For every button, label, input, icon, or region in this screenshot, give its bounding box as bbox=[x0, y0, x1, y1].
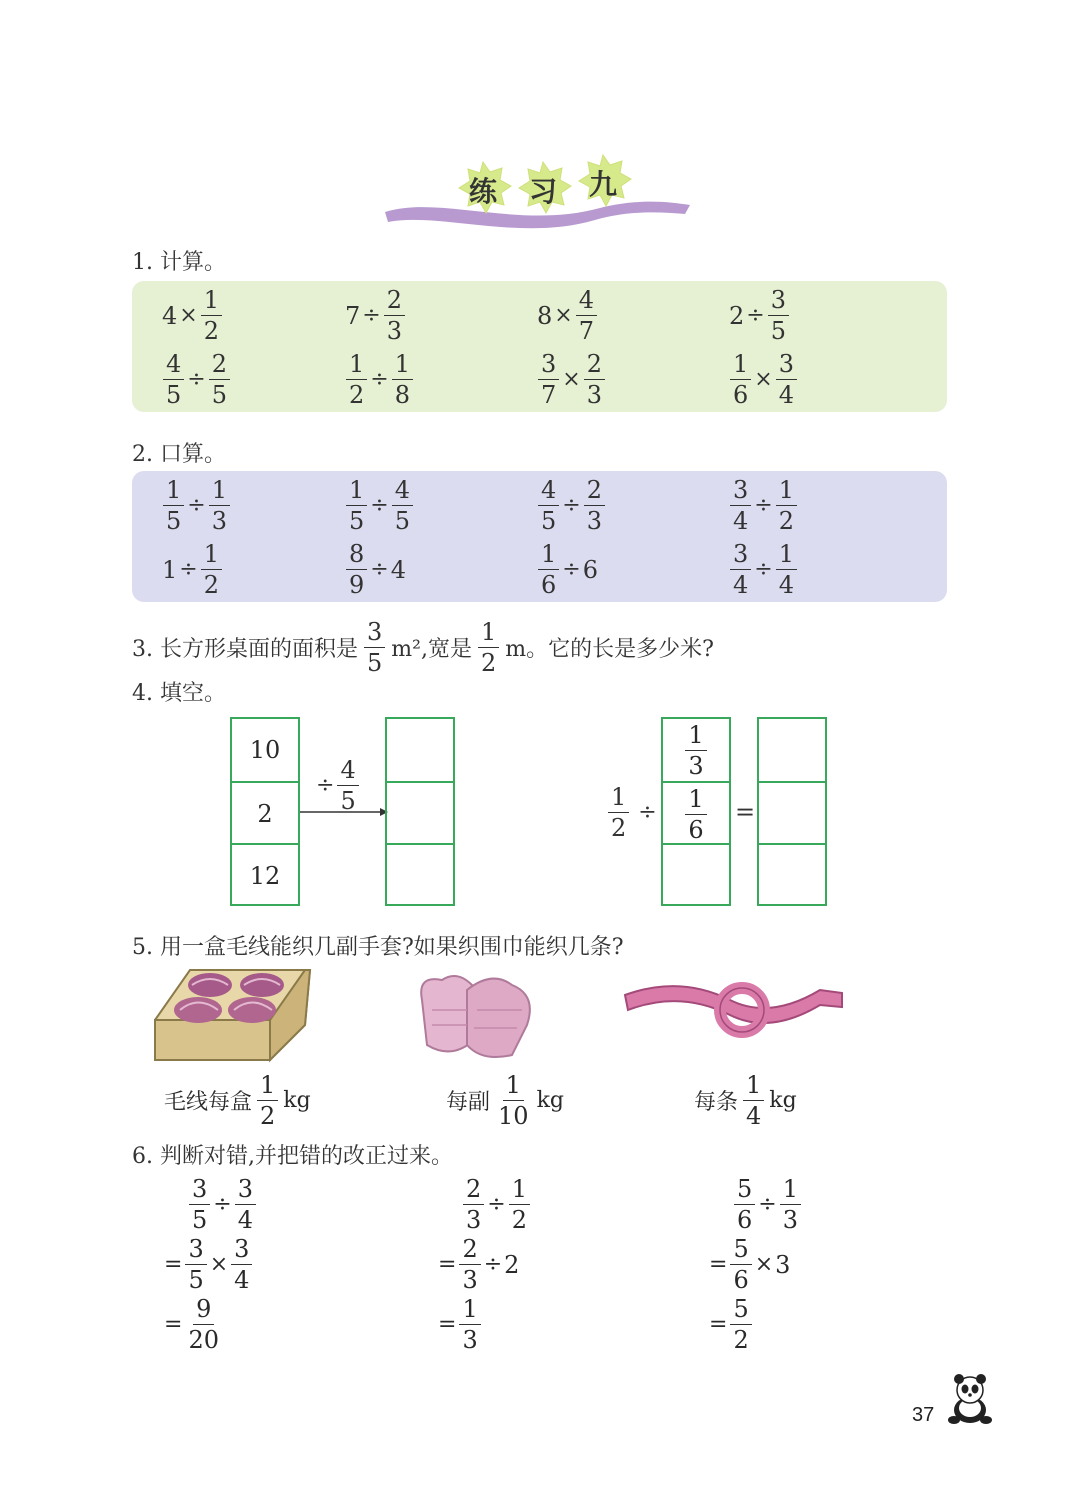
fraction bbox=[346, 478, 367, 533]
numerator: 1 bbox=[685, 787, 706, 815]
yarn-box-illustration bbox=[150, 965, 315, 1065]
q3-text-1: 3. 长方形桌面的面积是 bbox=[132, 637, 358, 662]
fraction bbox=[685, 784, 706, 844]
operator: ÷ bbox=[187, 493, 206, 518]
q1-expr-5 bbox=[162, 352, 231, 407]
operator: ÷ bbox=[316, 773, 335, 798]
q1-expr-1 bbox=[162, 288, 223, 343]
answer-cell[interactable] bbox=[387, 781, 453, 845]
fraction bbox=[189, 1177, 210, 1232]
width-fraction bbox=[478, 620, 499, 675]
denominator: 4 bbox=[746, 1102, 762, 1130]
operator: ÷ bbox=[483, 1252, 503, 1277]
fraction bbox=[730, 1237, 751, 1292]
denominator: 5 bbox=[349, 507, 365, 535]
equals-sign: = bbox=[438, 1312, 457, 1337]
answer-cell[interactable] bbox=[387, 843, 453, 906]
denominator: 2 bbox=[203, 571, 219, 599]
numerator: 1 bbox=[201, 288, 222, 316]
operator: ÷ bbox=[758, 1192, 777, 1217]
q1-expr-6 bbox=[345, 352, 414, 407]
denominator: 2 bbox=[203, 317, 219, 345]
q2-expr-5 bbox=[162, 542, 223, 597]
fraction bbox=[185, 1237, 206, 1292]
numerator: 1 bbox=[163, 478, 184, 506]
operand: 2 bbox=[504, 1250, 520, 1279]
operator: ÷ bbox=[754, 557, 773, 582]
numerator: 2 bbox=[584, 478, 605, 506]
fraction bbox=[392, 352, 413, 407]
fraction bbox=[776, 352, 797, 407]
numerator: 5 bbox=[730, 1237, 751, 1265]
input-cell: 10 bbox=[249, 736, 281, 764]
fraction bbox=[209, 478, 230, 533]
denominator: 4 bbox=[234, 1266, 250, 1294]
operand: 2 bbox=[729, 301, 745, 330]
operator: × bbox=[209, 1252, 229, 1277]
operator: ÷ bbox=[179, 557, 198, 582]
numerator: 1 bbox=[743, 1073, 764, 1101]
numerator: 3 bbox=[730, 478, 751, 506]
answer-cell[interactable] bbox=[759, 843, 825, 906]
fraction bbox=[538, 352, 559, 407]
denominator: 3 bbox=[211, 507, 227, 535]
numerator: 2 bbox=[584, 352, 605, 380]
p1-step-2 bbox=[162, 1237, 253, 1292]
operator: ÷ bbox=[638, 800, 657, 825]
numerator: 1 bbox=[608, 785, 629, 813]
operand: 7 bbox=[345, 301, 361, 330]
operator: ÷ bbox=[187, 367, 206, 392]
fraction bbox=[495, 1073, 532, 1128]
numerator: 3 bbox=[189, 1177, 210, 1205]
denominator: 3 bbox=[782, 1206, 798, 1234]
p2-step-2 bbox=[436, 1237, 519, 1292]
denominator: 2 bbox=[349, 381, 365, 409]
fraction bbox=[734, 1177, 755, 1232]
numerator: 3 bbox=[364, 620, 385, 648]
dividend-expression bbox=[607, 785, 659, 840]
denominator: 3 bbox=[586, 381, 602, 409]
title-char-3: 九 bbox=[588, 168, 617, 201]
denominator: 6 bbox=[541, 571, 557, 599]
fraction bbox=[346, 352, 367, 407]
q3-text-3: m。它的长是多少米? bbox=[505, 637, 714, 662]
denominator: 6 bbox=[733, 1266, 749, 1294]
denominator: 2 bbox=[778, 507, 794, 535]
page-number: 37 bbox=[912, 1404, 935, 1426]
answer-column-2 bbox=[757, 717, 827, 906]
denominator: 5 bbox=[770, 317, 786, 345]
denominator: 5 bbox=[192, 1206, 208, 1234]
numerator: 1 bbox=[776, 542, 797, 570]
fraction bbox=[730, 352, 751, 407]
fraction bbox=[209, 352, 230, 407]
operand: 8 bbox=[537, 301, 553, 330]
denominator: 5 bbox=[366, 649, 383, 677]
numerator: 4 bbox=[576, 288, 597, 316]
fraction bbox=[584, 352, 605, 407]
denominator: 7 bbox=[578, 317, 594, 345]
operator: ÷ bbox=[370, 557, 389, 582]
fraction bbox=[509, 1177, 530, 1232]
q3-text-2: m²,宽是 bbox=[391, 637, 472, 662]
operator: ÷ bbox=[754, 493, 773, 518]
q1-expr-4 bbox=[729, 288, 790, 343]
numerator: 1 bbox=[509, 1177, 530, 1205]
denominator: 4 bbox=[733, 571, 749, 599]
denominator: 4 bbox=[237, 1206, 253, 1234]
fraction bbox=[608, 785, 629, 840]
denominator: 6 bbox=[688, 815, 704, 844]
operator: ÷ bbox=[562, 493, 581, 518]
numerator: 4 bbox=[163, 352, 184, 380]
scarf-illustration bbox=[620, 965, 850, 1045]
numerator: 1 bbox=[730, 352, 751, 380]
numerator: 3 bbox=[235, 1177, 256, 1205]
denominator: 8 bbox=[394, 381, 410, 409]
denominator: 5 bbox=[541, 507, 557, 535]
denominator: 2 bbox=[733, 1326, 749, 1354]
panda-icon bbox=[942, 1372, 998, 1428]
operator: ÷ bbox=[213, 1192, 232, 1217]
numerator: 9 bbox=[193, 1297, 214, 1325]
numerator: 1 bbox=[685, 723, 706, 751]
operand: 6 bbox=[582, 555, 598, 584]
divisor-cell[interactable] bbox=[663, 843, 729, 906]
fraction bbox=[730, 1297, 751, 1352]
numerator: 2 bbox=[459, 1237, 480, 1265]
section-5-question: 5. 用一盒毛线能织几副手套?如果织围巾能织几条? bbox=[132, 935, 624, 960]
q1-expr-8 bbox=[729, 352, 798, 407]
fraction bbox=[346, 542, 367, 597]
equals-sign: = bbox=[164, 1312, 183, 1337]
fraction bbox=[743, 1073, 764, 1128]
operator: × bbox=[562, 367, 581, 392]
fraction bbox=[538, 478, 559, 533]
fraction bbox=[776, 478, 797, 533]
operator: × bbox=[554, 303, 573, 328]
operand: 3 bbox=[775, 1250, 791, 1279]
fraction bbox=[384, 288, 405, 343]
denominator: 2 bbox=[480, 649, 497, 677]
denominator: 3 bbox=[386, 317, 402, 345]
fraction bbox=[235, 1177, 256, 1232]
numerator: 4 bbox=[392, 478, 413, 506]
q2-expr-1 bbox=[162, 478, 231, 533]
denominator: 5 bbox=[166, 507, 182, 535]
operator: ÷ bbox=[362, 303, 381, 328]
section-2-heading: 2. 口算。 bbox=[132, 442, 226, 467]
fraction bbox=[685, 720, 706, 780]
caption-label: 毛线每盒 bbox=[164, 1090, 253, 1115]
numerator: 3 bbox=[730, 542, 751, 570]
denominator: 3 bbox=[586, 507, 602, 535]
denominator: 20 bbox=[188, 1326, 219, 1354]
fraction bbox=[257, 1073, 278, 1128]
denominator: 6 bbox=[737, 1206, 753, 1234]
answer-cell[interactable] bbox=[387, 719, 453, 781]
q1-expr-3 bbox=[537, 288, 598, 343]
denominator: 2 bbox=[611, 814, 627, 842]
divisor-column bbox=[661, 717, 731, 906]
numerator: 1 bbox=[776, 478, 797, 506]
equals-sign: = bbox=[438, 1252, 457, 1277]
section-3-question bbox=[132, 620, 714, 675]
fraction bbox=[201, 288, 222, 343]
section-1-heading: 1. 计算。 bbox=[132, 250, 226, 275]
yarn-caption bbox=[164, 1073, 311, 1128]
scarf-caption bbox=[694, 1073, 797, 1128]
equals-sign: = bbox=[735, 798, 756, 826]
denominator: 3 bbox=[466, 1206, 482, 1234]
denominator: 5 bbox=[394, 507, 410, 535]
operand: 1 bbox=[162, 555, 178, 584]
p1-step-1 bbox=[188, 1177, 257, 1232]
numerator: 1 bbox=[346, 352, 367, 380]
denominator: 4 bbox=[733, 507, 749, 535]
operator: ÷ bbox=[487, 1192, 506, 1217]
operator: ÷ bbox=[562, 557, 581, 582]
numerator: 3 bbox=[768, 288, 789, 316]
title-char-1: 练 bbox=[468, 175, 497, 208]
q2-expr-7 bbox=[537, 542, 598, 597]
divisor-cell bbox=[663, 781, 729, 845]
q2-expr-3 bbox=[537, 478, 606, 533]
caption-label: 每副 bbox=[446, 1090, 491, 1115]
area-fraction bbox=[364, 620, 385, 675]
numerator: 4 bbox=[337, 758, 358, 786]
fraction bbox=[201, 542, 222, 597]
denominator: 4 bbox=[778, 381, 794, 409]
numerator: 1 bbox=[209, 478, 230, 506]
p1-step-3 bbox=[162, 1297, 223, 1352]
q2-expr-8 bbox=[729, 542, 798, 597]
denominator: 2 bbox=[511, 1206, 527, 1234]
unit: kg bbox=[283, 1088, 311, 1113]
fraction bbox=[776, 542, 797, 597]
fraction bbox=[576, 288, 597, 343]
denominator: 3 bbox=[462, 1266, 478, 1294]
denominator: 5 bbox=[166, 381, 182, 409]
numerator: 2 bbox=[463, 1177, 484, 1205]
numerator: 1 bbox=[538, 542, 559, 570]
numerator: 1 bbox=[503, 1073, 524, 1101]
numerator: 2 bbox=[384, 288, 405, 316]
fraction bbox=[459, 1237, 480, 1292]
equals-sign: = bbox=[164, 1252, 183, 1277]
p3-step-1 bbox=[733, 1177, 802, 1232]
title-char-2: 习 bbox=[528, 175, 557, 208]
denominator: 2 bbox=[260, 1102, 276, 1130]
fraction bbox=[584, 478, 605, 533]
operator: × bbox=[754, 1252, 774, 1277]
fraction bbox=[730, 542, 751, 597]
fraction bbox=[463, 1177, 484, 1232]
divisor-cell bbox=[663, 719, 729, 781]
section-4-heading: 4. 填空。 bbox=[132, 681, 226, 706]
p3-step-2 bbox=[707, 1237, 790, 1292]
numerator: 3 bbox=[185, 1237, 206, 1265]
numerator: 1 bbox=[459, 1297, 480, 1325]
denominator: 7 bbox=[541, 381, 557, 409]
p2-step-3 bbox=[436, 1297, 482, 1352]
numerator: 1 bbox=[780, 1177, 801, 1205]
unit: kg bbox=[769, 1088, 797, 1113]
denominator: 3 bbox=[462, 1326, 478, 1354]
answer-cell[interactable] bbox=[759, 781, 825, 845]
numerator: 3 bbox=[538, 352, 559, 380]
fraction bbox=[780, 1177, 801, 1232]
fraction bbox=[163, 478, 184, 533]
gloves-caption bbox=[446, 1073, 564, 1128]
operator: ÷ bbox=[370, 367, 389, 392]
operator: × bbox=[179, 303, 198, 328]
numerator: 2 bbox=[209, 352, 230, 380]
numerator: 5 bbox=[734, 1177, 755, 1205]
operator: × bbox=[754, 367, 773, 392]
numerator: 1 bbox=[478, 620, 499, 648]
q2-expr-4 bbox=[729, 478, 798, 533]
q1-expr-2 bbox=[345, 288, 406, 343]
denominator: 5 bbox=[211, 381, 227, 409]
denominator: 4 bbox=[778, 571, 794, 599]
p3-step-3 bbox=[707, 1297, 753, 1352]
fraction bbox=[538, 542, 559, 597]
caption-label: 每条 bbox=[694, 1090, 739, 1115]
fraction bbox=[768, 288, 789, 343]
numerator: 1 bbox=[257, 1073, 278, 1101]
equals-sign: = bbox=[709, 1252, 728, 1277]
denominator: 6 bbox=[733, 381, 749, 409]
denominator: 9 bbox=[349, 571, 365, 599]
fraction bbox=[163, 352, 184, 407]
answer-column-1 bbox=[385, 717, 455, 906]
operator: ÷ bbox=[370, 493, 389, 518]
fraction bbox=[185, 1297, 222, 1352]
section-6-heading: 6. 判断对错,并把错的改正过来。 bbox=[132, 1144, 453, 1169]
fraction bbox=[392, 478, 413, 533]
numerator: 1 bbox=[392, 352, 413, 380]
numerator: 8 bbox=[346, 542, 367, 570]
denominator: 3 bbox=[688, 751, 704, 780]
numerator: 4 bbox=[538, 478, 559, 506]
denominator: 10 bbox=[498, 1102, 529, 1130]
input-cell: 2 bbox=[232, 781, 298, 845]
p2-step-1 bbox=[462, 1177, 531, 1232]
gloves-illustration bbox=[412, 970, 542, 1065]
numerator: 1 bbox=[346, 478, 367, 506]
q1-expr-7 bbox=[537, 352, 606, 407]
denominator: 5 bbox=[340, 787, 356, 815]
answer-cell[interactable] bbox=[759, 719, 825, 781]
operator: ÷ bbox=[746, 303, 765, 328]
unit: kg bbox=[536, 1088, 564, 1113]
equals-sign: = bbox=[709, 1312, 728, 1337]
input-cell: 12 bbox=[232, 843, 298, 906]
q2-expr-2 bbox=[345, 478, 414, 533]
operand: 4 bbox=[162, 301, 178, 330]
numerator: 1 bbox=[201, 542, 222, 570]
arrow-icon bbox=[298, 804, 390, 820]
fraction bbox=[459, 1297, 480, 1352]
numerator: 3 bbox=[231, 1237, 252, 1265]
input-column bbox=[230, 717, 300, 906]
fraction bbox=[231, 1237, 252, 1292]
fraction bbox=[730, 478, 751, 533]
numerator: 3 bbox=[776, 352, 797, 380]
denominator: 5 bbox=[188, 1266, 204, 1294]
operand: 4 bbox=[390, 555, 406, 584]
q2-expr-6 bbox=[345, 542, 406, 597]
title-banner bbox=[380, 150, 700, 250]
numerator: 5 bbox=[730, 1297, 751, 1325]
